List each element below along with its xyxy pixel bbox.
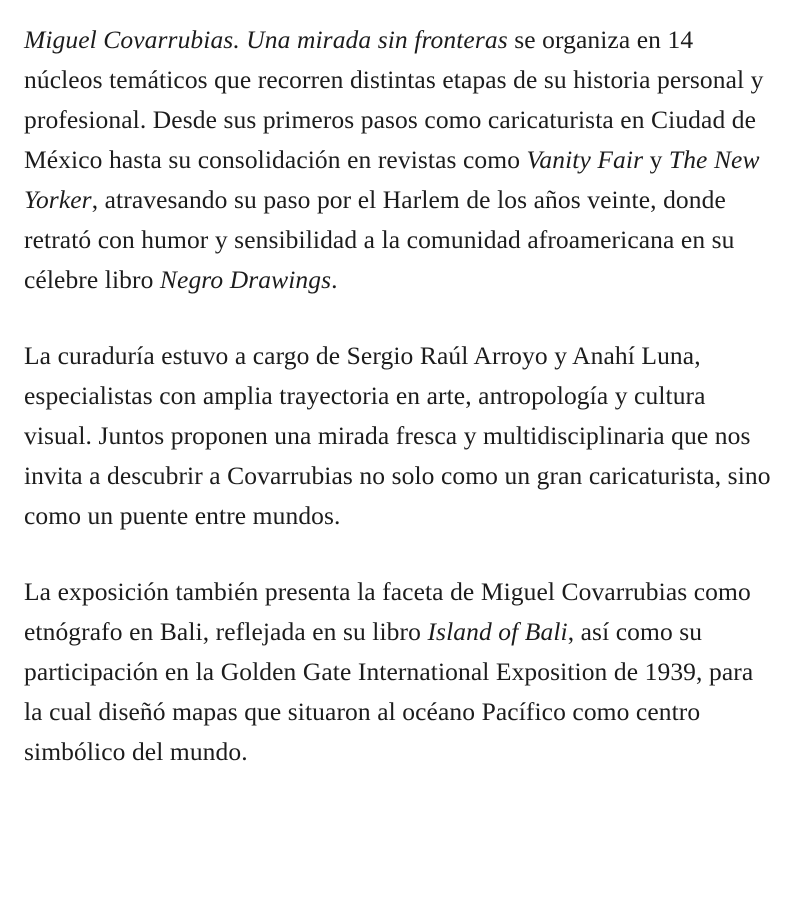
body-text: se organiza en 14 núcleos temáticos que recorren distintas etapas de su historia personal y profesional. Desde sus primeros pasos como caricaturista en Ciudad de México hasta su consolidación en revistas como — [24, 25, 764, 174]
emphasis-text: Miguel Covarrubias. Una mirada sin fronteras — [24, 25, 508, 54]
paragraph-3 — [24, 572, 776, 772]
body-text: . — [331, 265, 338, 294]
paragraph-2 — [24, 336, 776, 536]
emphasis-text: Island of Bali — [427, 617, 568, 646]
body-text: , atravesando su paso por el Harlem de los años veinte, donde retrató con humor y sensibilidad a la comunidad afroamericana en su célebre libro — [24, 185, 735, 294]
emphasis-text: Negro Drawings — [159, 265, 332, 294]
emphasis-text: The New Yorker — [24, 145, 760, 214]
emphasis-text: Vanity Fair — [526, 145, 644, 174]
body-text: La curaduría estuvo a cargo de Sergio Raúl Arroyo y Anahí Luna, especialistas con amplia trayectoria en arte, antropología y cultura visual. Juntos proponen una mirada fresca y multidisciplinaria que nos invita a descubrir a Covarrubias no solo como un gran caricaturista, sino como un puente entre mundos. — [24, 341, 771, 530]
paragraph-1 — [24, 20, 776, 300]
body-text: y — [643, 145, 669, 174]
body-text: , así como su participación en la Golden Gate International Exposition de 1939, para la cual diseñó mapas que situaron al océano Pacífico como centro simbólico del mundo. — [24, 617, 754, 766]
body-text: La exposición también presenta la faceta de Miguel Covarrubias como etnógrafo en Bali, reflejada en su libro — [24, 577, 751, 646]
